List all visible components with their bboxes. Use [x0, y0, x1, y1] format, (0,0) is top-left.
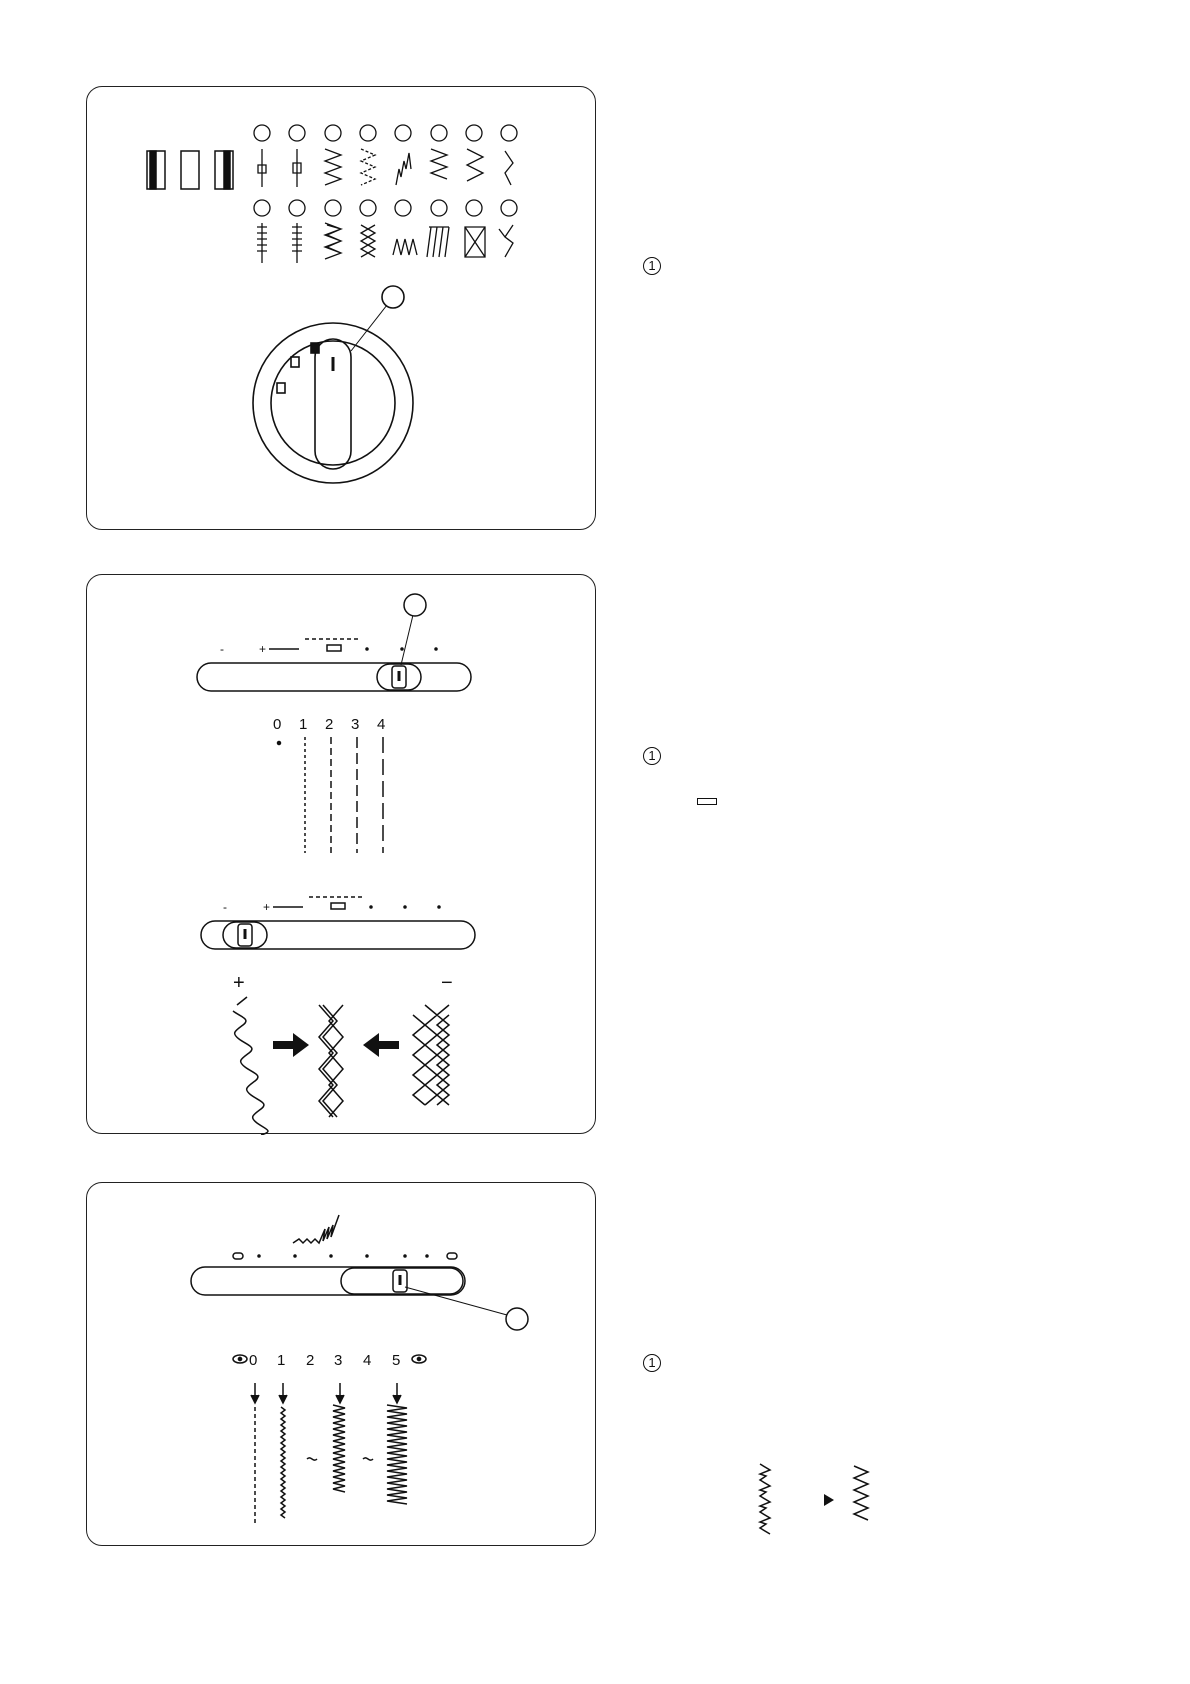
width-label-4: 4	[363, 1352, 372, 1369]
zigzag-symbol	[293, 1215, 339, 1243]
length-minus-label: −	[441, 972, 453, 994]
reverse-rect-symbol	[697, 798, 717, 805]
length-label-1: 1	[299, 716, 308, 733]
stitch-after	[854, 1466, 868, 1520]
stitch-before	[760, 1464, 770, 1534]
stitch-width-slider-track	[191, 1267, 465, 1295]
stitch-length-panel	[86, 574, 596, 1134]
width-label-0: 0	[249, 1352, 258, 1369]
stitch-width-slider-knob	[341, 1268, 463, 1294]
length-label-2: 2	[325, 716, 334, 733]
stretch-pattern-minus	[413, 1005, 449, 1105]
callout-width: 1	[643, 1354, 661, 1372]
stitch-length-slider-track-2	[201, 921, 475, 949]
callout-length: 1	[643, 747, 661, 765]
length-label-3: 3	[351, 716, 360, 733]
callout-ring	[404, 594, 426, 616]
width-line-5	[387, 1405, 407, 1504]
arrow-right-icon	[273, 1033, 309, 1057]
tilde-2	[363, 1458, 373, 1460]
stretch-pattern-plus	[233, 997, 268, 1135]
callout-pattern: 1	[643, 257, 661, 275]
stretch-pattern-normal	[319, 1005, 343, 1117]
stitch-length-illustration	[87, 575, 597, 1135]
callout-ring	[506, 1308, 528, 1330]
width-label-1: 1	[277, 1352, 286, 1369]
stitch-width-illustration	[87, 1183, 597, 1547]
foot-symbol-a-bar	[150, 151, 156, 189]
svg-text:+: +	[259, 642, 267, 656]
triangle-right-icon	[824, 1494, 834, 1506]
callout-ring	[382, 286, 404, 308]
width-line-1	[281, 1407, 285, 1518]
length-label-0: 0	[273, 716, 282, 733]
svg-text:+: +	[263, 900, 271, 914]
svg-text:-: -	[223, 900, 227, 914]
width-line-3	[333, 1405, 345, 1492]
width-label-3: 3	[334, 1352, 343, 1369]
arrow-left-icon	[363, 1033, 399, 1057]
pattern-row-bottom	[254, 200, 517, 263]
width-label-2: 2	[306, 1352, 315, 1369]
foot-symbol-c-bar	[224, 151, 230, 189]
svg-text:-: -	[220, 642, 224, 656]
length-dot	[278, 742, 281, 745]
pattern-row-top	[254, 125, 517, 187]
tilde-1	[307, 1458, 317, 1460]
stitch-conversion-figure	[754, 1460, 884, 1540]
pattern-selector-panel	[86, 86, 596, 530]
pattern-selector-dial	[253, 286, 413, 483]
pattern-selector-illustration	[87, 87, 597, 531]
stitch-width-panel	[86, 1182, 596, 1546]
length-plus-label: +	[233, 972, 245, 994]
stitch-length-slider-track	[197, 663, 471, 691]
width-label-5: 5	[392, 1352, 401, 1369]
length-label-4: 4	[377, 716, 386, 733]
foot-symbol-b	[181, 151, 199, 189]
